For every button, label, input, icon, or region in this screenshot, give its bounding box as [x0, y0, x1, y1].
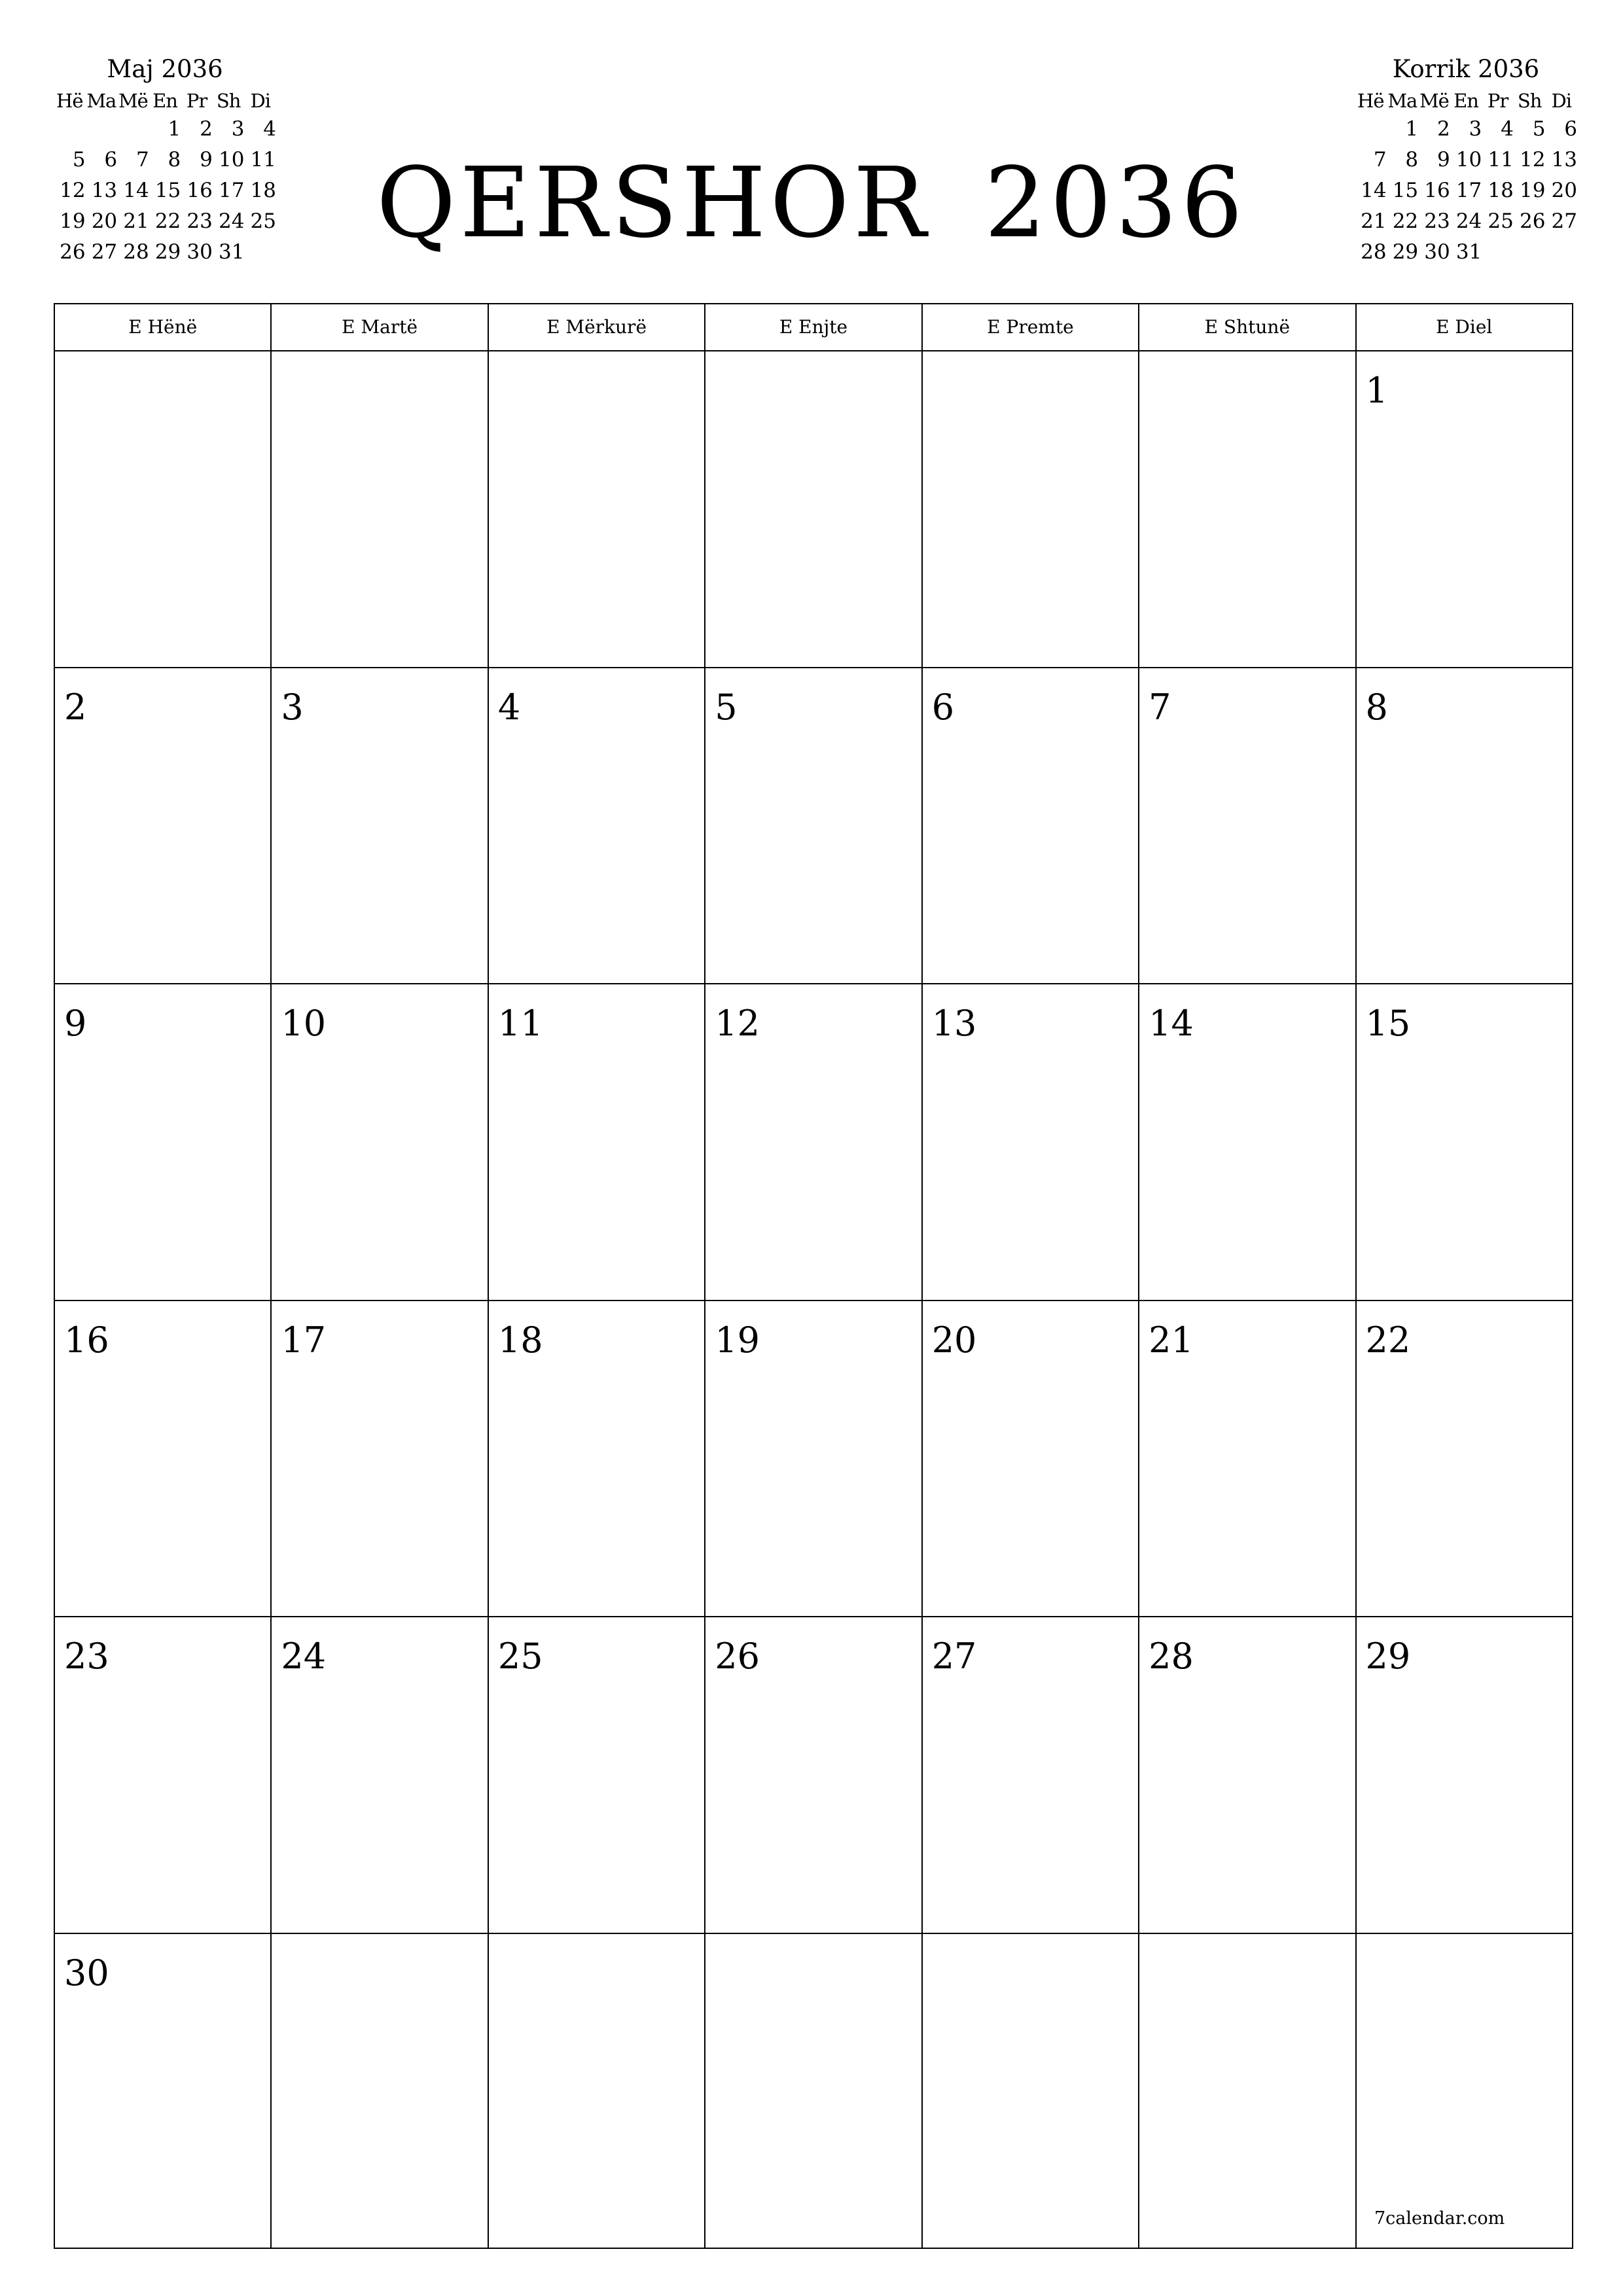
mini-day-number: 28 — [1361, 240, 1387, 264]
day-cell — [1138, 1617, 1355, 1933]
day-number: 19 — [715, 1319, 760, 1361]
mini-day-number: 22 — [1392, 209, 1419, 233]
day-number: 17 — [281, 1319, 327, 1361]
mini-day-number: 19 — [1519, 179, 1546, 202]
day-cell — [1355, 351, 1572, 667]
weekday-header: E Premte — [921, 304, 1138, 350]
week-row — [55, 1616, 1572, 1933]
mini-day-number: 7 — [135, 148, 149, 171]
day-cell — [488, 1934, 704, 2250]
mini-day-number: 4 — [263, 117, 276, 141]
day-cell — [488, 351, 704, 667]
day-cell — [704, 1301, 921, 1617]
mini-day-number: 30 — [1424, 240, 1450, 264]
day-number: 1 — [1365, 370, 1388, 411]
day-cell — [921, 351, 1138, 667]
mini-day-number: 30 — [187, 240, 213, 264]
day-number: 12 — [715, 1003, 760, 1044]
mini-day-number: 1 — [168, 117, 181, 141]
mini-day-number: 22 — [154, 209, 181, 233]
day-number: 27 — [931, 1636, 977, 1677]
mini-weekday-label: Pr — [186, 90, 207, 112]
mini-day-number — [1514, 237, 1546, 268]
mini-day-number: 13 — [91, 179, 118, 202]
mini-day-number: 3 — [1469, 117, 1482, 141]
day-cell — [270, 1301, 487, 1617]
mini-day-number: 13 — [1551, 148, 1577, 171]
mini-day-number: 10 — [218, 148, 245, 171]
week-row — [55, 1300, 1572, 1617]
mini-day-number: 2 — [200, 117, 213, 141]
mini-day-number: 20 — [1551, 179, 1577, 202]
day-number: 3 — [281, 686, 304, 728]
day-number: 11 — [497, 1003, 543, 1044]
day-cell — [1138, 351, 1355, 667]
mini-calendar-next-month — [1355, 51, 1577, 268]
day-number: 9 — [64, 1003, 87, 1044]
mini-day-number — [1482, 237, 1514, 268]
week-row — [55, 667, 1572, 984]
mini-day-number: 17 — [1455, 179, 1482, 202]
mini-day-number: 5 — [72, 148, 86, 171]
day-cell — [488, 1301, 704, 1617]
mini-day-number: 29 — [1392, 240, 1419, 264]
mini-day-number — [86, 114, 118, 145]
day-cell — [1355, 984, 1572, 1300]
mini-day-number: 29 — [154, 240, 181, 264]
mini-day-number: 20 — [91, 209, 118, 233]
mini-day-number: 21 — [1361, 209, 1387, 233]
mini-day-number: 27 — [1551, 209, 1577, 233]
mini-day-number: 18 — [1488, 179, 1514, 202]
weekday-header: E Shtunë — [1138, 304, 1355, 350]
day-cell — [55, 1301, 270, 1617]
day-cell — [488, 668, 704, 984]
mini-day-number: 5 — [1532, 117, 1546, 141]
day-cell — [704, 351, 921, 667]
day-cell — [704, 668, 921, 984]
day-number: 2 — [64, 686, 87, 728]
mini-day-number: 11 — [1488, 148, 1514, 171]
day-cell — [1355, 668, 1572, 984]
mini-weekday-label: Hë — [1357, 90, 1384, 112]
mini-day-number: 16 — [187, 179, 213, 202]
day-number: 5 — [715, 686, 738, 728]
page-title: QERSHOR 2036 — [376, 147, 1247, 259]
day-number: 29 — [1365, 1636, 1411, 1677]
weekday-header: E Mërkurë — [488, 304, 704, 350]
day-number: 10 — [281, 1003, 327, 1044]
weekday-header: E Diel — [1355, 304, 1572, 350]
mini-day-number: 27 — [91, 240, 118, 264]
weekday-header: E Enjte — [704, 304, 921, 350]
mini-weekday-label: Më — [1419, 90, 1449, 112]
mini-day-number: 6 — [104, 148, 118, 171]
mini-day-number: 12 — [1519, 148, 1546, 171]
day-cell — [921, 1301, 1138, 1617]
weekday-header-row — [55, 304, 1572, 351]
mini-calendar-title: Maj 2036 — [107, 55, 223, 83]
mini-day-number: 6 — [1564, 117, 1577, 141]
mini-weekday-label: Di — [250, 90, 270, 112]
day-number: 7 — [1149, 686, 1171, 728]
day-number: 24 — [281, 1636, 327, 1677]
mini-day-number — [1545, 237, 1577, 268]
day-number: 13 — [931, 1003, 977, 1044]
mini-calendar-grid — [1355, 88, 1577, 268]
mini-day-number: 18 — [250, 179, 276, 202]
mini-day-number: 21 — [123, 209, 149, 233]
day-number: 26 — [715, 1636, 760, 1677]
day-cell — [270, 1617, 487, 1933]
day-number: 6 — [931, 686, 955, 728]
mini-day-number: 4 — [1501, 117, 1514, 141]
day-number: 18 — [497, 1319, 543, 1361]
day-number: 4 — [497, 686, 521, 728]
mini-day-number — [117, 114, 149, 145]
day-number: 28 — [1149, 1636, 1194, 1677]
mini-day-number: 26 — [1519, 209, 1546, 233]
mini-day-number: 8 — [1405, 148, 1419, 171]
site-credit: 7calendar.com — [1374, 2208, 1505, 2229]
mini-weekday-label: Ma — [86, 90, 116, 112]
day-cell — [1355, 1934, 1572, 2250]
mini-weekday-label: Hë — [56, 90, 83, 112]
day-number: 21 — [1149, 1319, 1194, 1361]
mini-day-number: 1 — [1405, 117, 1419, 141]
mini-day-number: 26 — [60, 240, 86, 264]
mini-day-number: 28 — [123, 240, 149, 264]
mini-weekday-label: En — [1454, 90, 1478, 112]
day-cell — [704, 1617, 921, 1933]
mini-day-number: 15 — [1392, 179, 1419, 202]
mini-weekday-label: Pr — [1487, 90, 1508, 112]
day-cell — [55, 1934, 270, 2250]
day-number: 8 — [1365, 686, 1388, 728]
day-cell — [1355, 1617, 1572, 1933]
month-calendar-grid — [54, 303, 1573, 2249]
day-cell — [921, 1617, 1138, 1933]
day-cell — [921, 1934, 1138, 2250]
day-cell — [921, 984, 1138, 1300]
mini-weekday-label: Di — [1551, 90, 1571, 112]
mini-day-number: 19 — [60, 209, 86, 233]
mini-day-number: 23 — [187, 209, 213, 233]
day-number: 20 — [931, 1319, 977, 1361]
day-cell — [270, 1934, 487, 2250]
week-row — [55, 983, 1572, 1300]
day-cell — [488, 1617, 704, 1933]
calendar-weeks — [55, 351, 1572, 2249]
mini-day-number: 14 — [123, 179, 149, 202]
day-cell — [55, 1617, 270, 1933]
day-cell — [488, 984, 704, 1300]
mini-day-number: 31 — [1455, 240, 1482, 264]
mini-day-number: 9 — [1436, 148, 1450, 171]
day-cell — [704, 984, 921, 1300]
mini-day-number: 10 — [1455, 148, 1482, 171]
mini-weekday-label: Më — [118, 90, 148, 112]
day-number: 30 — [64, 1952, 109, 1994]
day-cell — [270, 668, 487, 984]
day-cell — [55, 668, 270, 984]
mini-day-number: 17 — [218, 179, 245, 202]
mini-day-number: 8 — [168, 148, 181, 171]
mini-day-number: 25 — [1488, 209, 1514, 233]
mini-day-number: 16 — [1424, 179, 1450, 202]
mini-day-number: 12 — [60, 179, 86, 202]
mini-day-number: 11 — [250, 148, 276, 171]
day-cell — [704, 1934, 921, 2250]
day-number: 25 — [497, 1636, 543, 1677]
mini-day-number: 23 — [1424, 209, 1450, 233]
mini-weekday-label: En — [152, 90, 177, 112]
mini-day-number: 3 — [231, 117, 245, 141]
day-cell — [270, 351, 487, 667]
day-cell — [1138, 668, 1355, 984]
mini-day-number: 7 — [1373, 148, 1387, 171]
day-cell — [921, 668, 1138, 984]
weekday-header: E Hënë — [128, 316, 198, 338]
mini-day-number: 9 — [200, 148, 213, 171]
mini-day-number — [1355, 114, 1387, 145]
mini-day-number: 15 — [154, 179, 181, 202]
mini-day-number: 31 — [218, 240, 245, 264]
week-row — [55, 1933, 1572, 2250]
day-cell — [270, 984, 487, 1300]
weekday-header: E Martë — [270, 304, 487, 350]
mini-weekday-label: Sh — [216, 90, 241, 112]
mini-day-number: 24 — [218, 209, 245, 233]
day-cell — [1138, 984, 1355, 1300]
day-cell — [1138, 1301, 1355, 1617]
mini-day-number: 2 — [1436, 117, 1450, 141]
day-number: 14 — [1149, 1003, 1194, 1044]
week-row — [55, 351, 1572, 667]
day-cell — [55, 984, 270, 1300]
day-number: 15 — [1365, 1003, 1411, 1044]
mini-day-number — [54, 114, 86, 145]
day-cell — [1138, 1934, 1355, 2250]
mini-calendar-title: Korrik 2036 — [1392, 55, 1540, 83]
day-number: 16 — [64, 1319, 109, 1361]
mini-day-number: 25 — [250, 209, 276, 233]
day-cell — [1355, 1301, 1572, 1617]
mini-day-number: 14 — [1361, 179, 1387, 202]
mini-weekday-label: Ma — [1387, 90, 1418, 112]
mini-weekday-label: Sh — [1517, 90, 1542, 112]
mini-day-number: 24 — [1455, 209, 1482, 233]
day-number: 22 — [1365, 1319, 1411, 1361]
day-cell — [55, 351, 270, 667]
day-number: 23 — [64, 1636, 109, 1677]
